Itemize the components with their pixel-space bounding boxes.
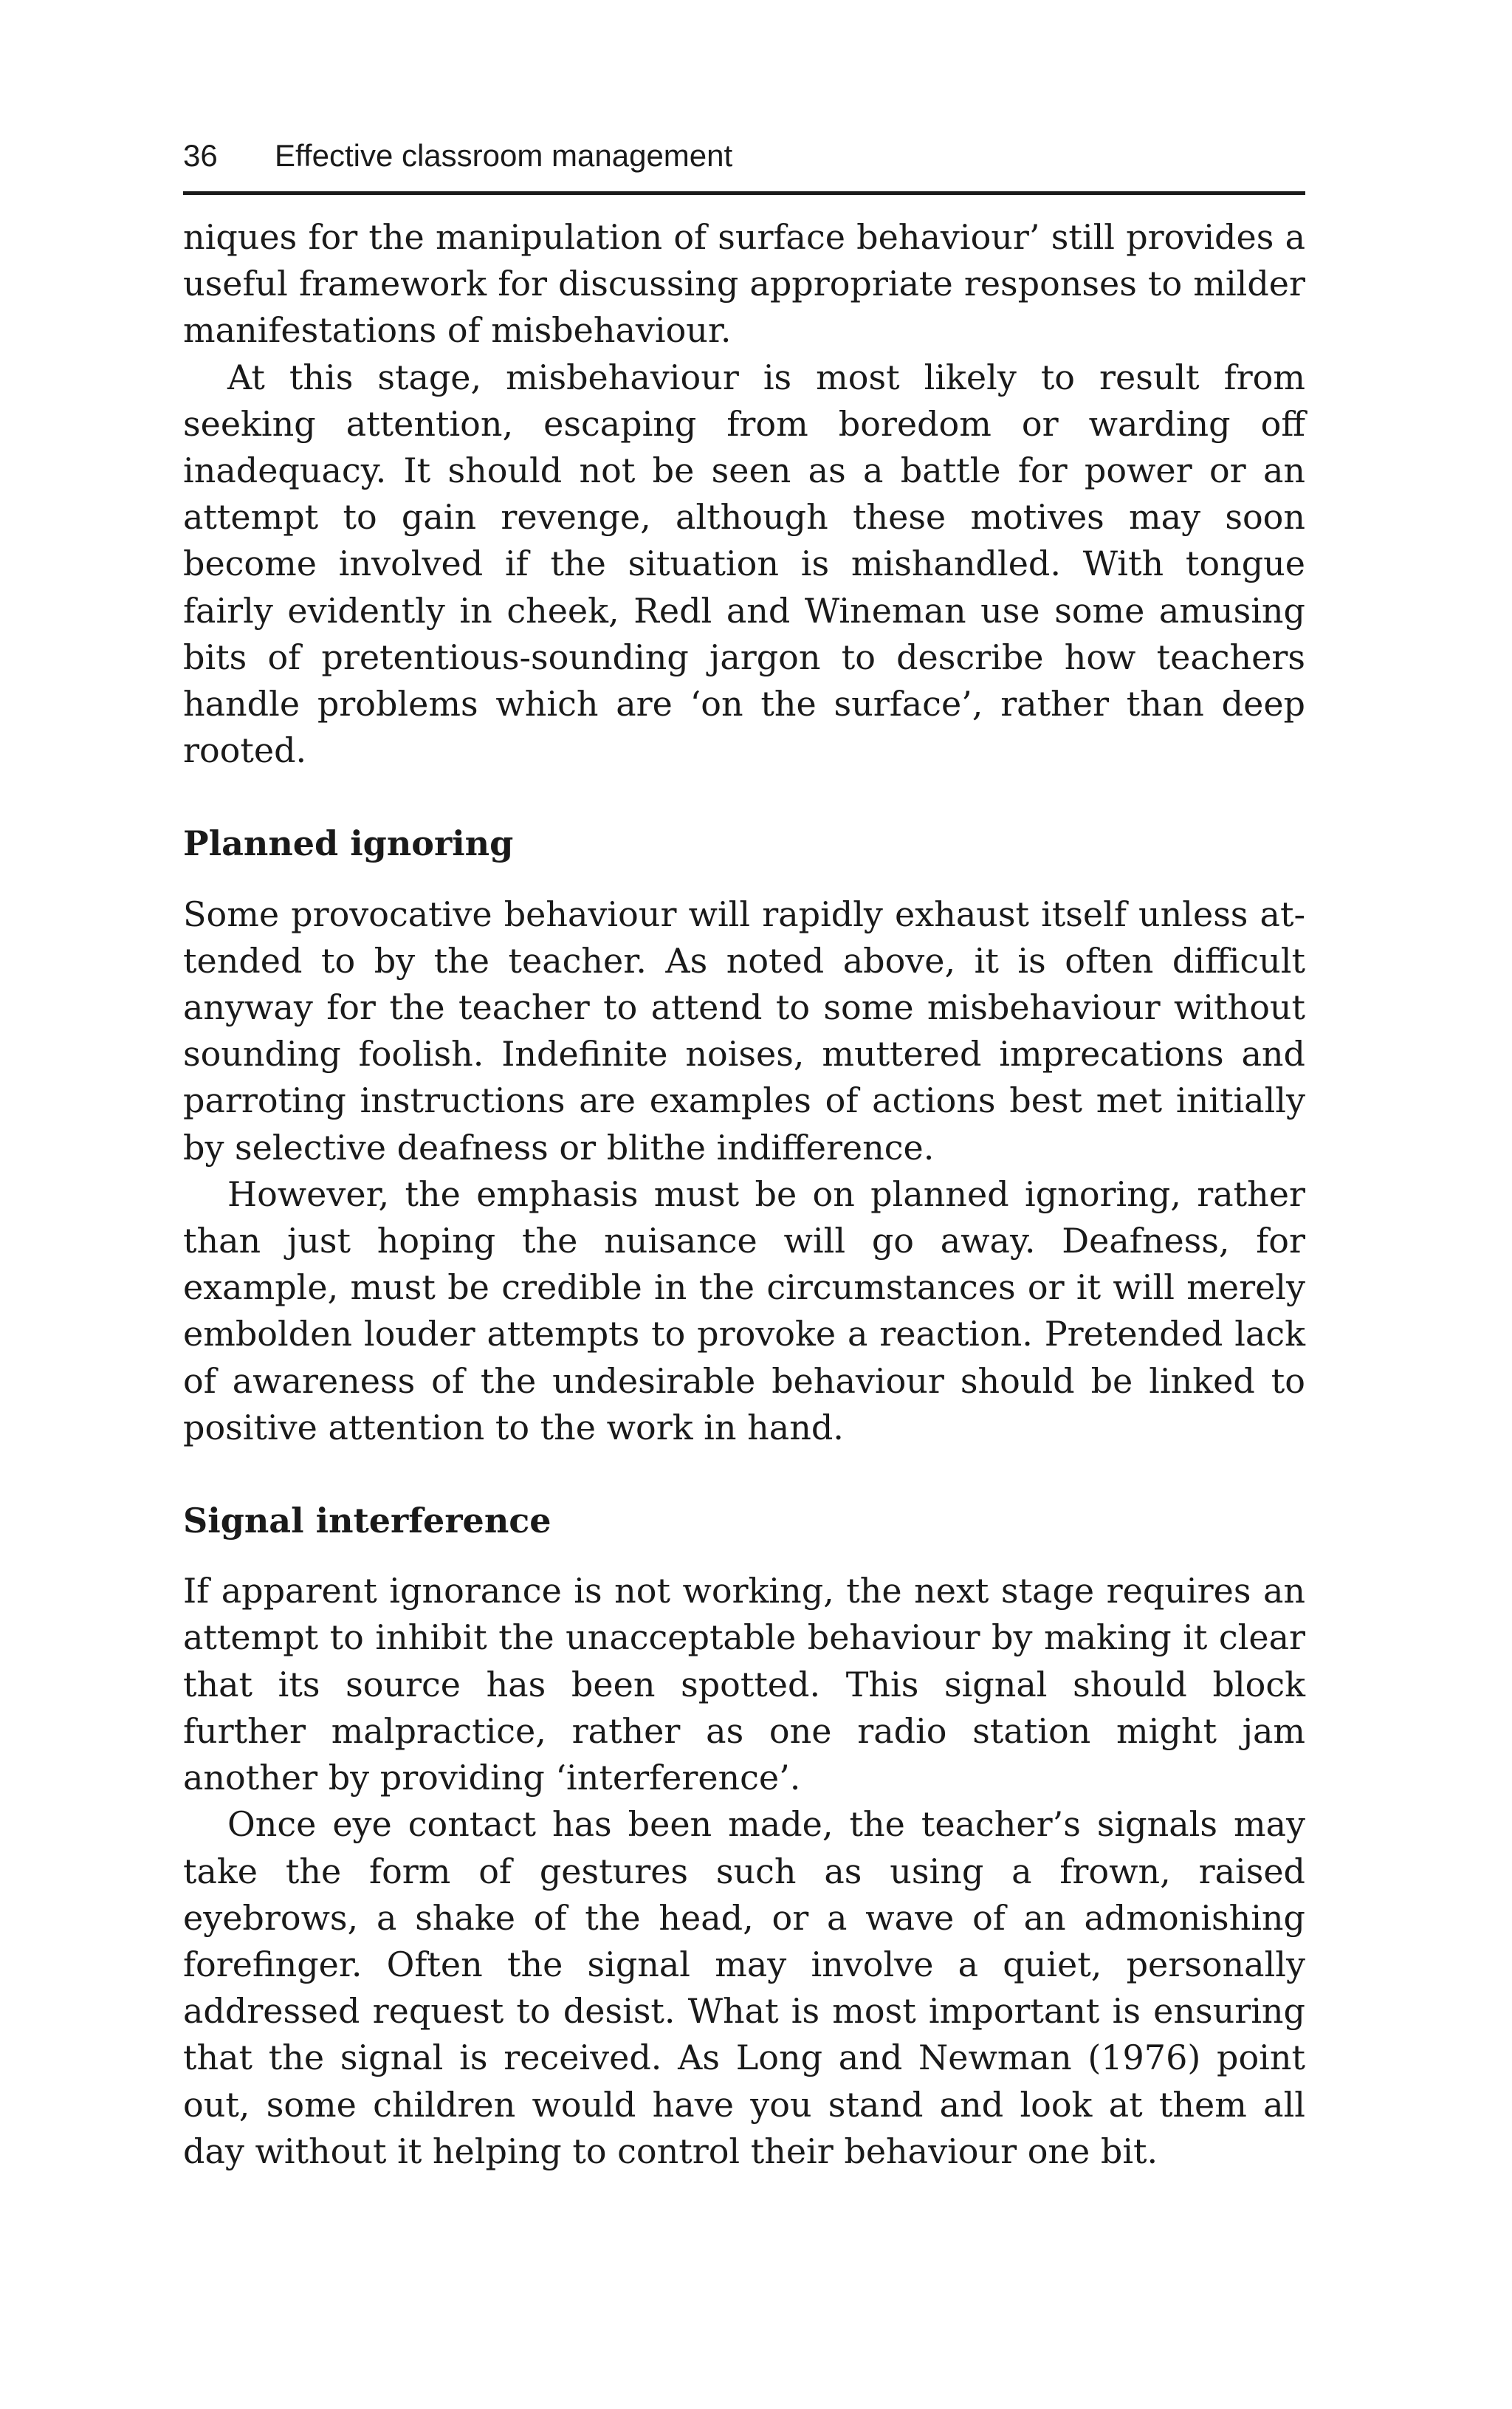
paragraph: Some provocative behaviour will rapidly exhaust itself unless attended to by the teacher. As noted above, it is often difficult anyway for the teacher to attend to some misbehaviour without sounding foolish. Indefinite noises, muttered imprecations and parroting instructions are examples of actions best met initially by selective deafness or blithe indifference. bbox=[183, 894, 1305, 1168]
paragraph: At this stage, misbehaviour is most likely to result from seeking attention, escaping from boredom or warding off inadequacy. It should not be seen as a battle for power or an attempt to gain revenge, although these motives may soon become involved if the situation is mishandled. With tongue fairly evidently in cheek, Redl and Wineman use some amusing bits of pretentious-sounding jargon to describe how teachers handle problems which are ‘on the surface’, rather than deep rooted. bbox=[183, 357, 1305, 771]
running-title: Effective classroom management bbox=[275, 138, 733, 173]
running-header bbox=[183, 133, 1305, 195]
section-heading-signal-interference: Signal interference bbox=[183, 1501, 551, 1541]
paragraph: If apparent ignorance is not working, the next stage requires an attempt to inhibit the unacceptable behaviour by making it clear that its source has been spotted. This signal should block further malpractice, rather as one radio station might jam another by providing ‘interference’. bbox=[183, 1571, 1305, 1798]
paragraph: However, the emphasis must be on planned ignoring, rather than just hoping the nuisance will go away. Deafness, for example, must be credible in the circumstances or it will merely embolden louder attempts to provoke a reaction. Pretended lack of awareness of the undesirable behaviour should be linked to positive attention to the work in hand. bbox=[183, 1173, 1305, 1447]
paragraph: niques for the manipulation of surface behaviour’ still provides a useful framework for discussing appropriate responses to milder manifestations of misbehaviour. bbox=[183, 217, 1305, 351]
page-number: 36 bbox=[183, 138, 218, 173]
paragraph: Once eye contact has been made, the teacher’s signals may take the form of gestures such as using a frown, raised eyebrows, a shake of the head, or a wave of an admonishing forefinger. Often the signal may involve a quiet, personally addressed request to desist. What is most important is ensuring that the signal is received. As Long and Newman (1976) point out, some children would have you stand and look at them all day without it helping to control their behaviour one bit. bbox=[183, 1804, 1305, 2171]
body-text bbox=[183, 214, 1305, 2175]
section-heading-planned-ignoring: Planned ignoring bbox=[183, 823, 514, 864]
